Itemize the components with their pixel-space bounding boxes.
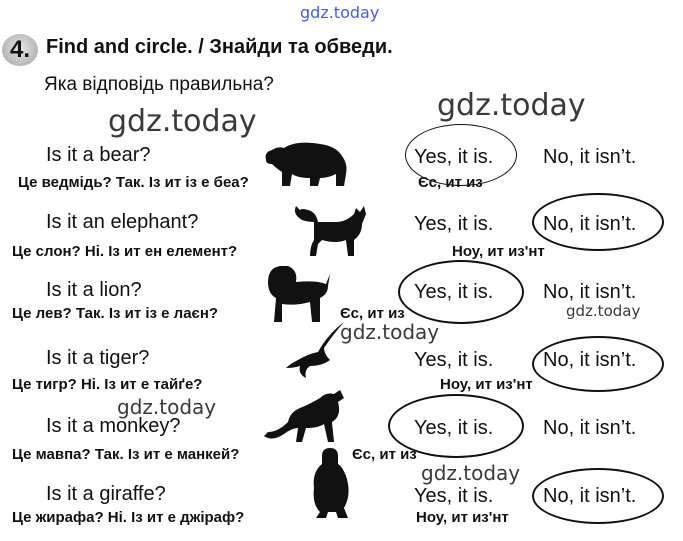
answer-no-5[interactable]: No, it isn’t. [543,417,637,439]
translation-6: Це жирафа? Ні. Із ит е джіраф? [12,509,245,526]
answer-yes-3[interactable]: Yes, it is. [414,281,494,303]
answer-no-1[interactable]: No, it isn’t. [543,146,637,168]
answer-yes-4[interactable]: Yes, it is. [414,349,494,371]
pronunciation-3: Єс, ит из [340,305,405,322]
translation-3: Це лев? Так. Із ит із е лаєн? [12,305,219,322]
question-2: Is it an elephant? [46,211,199,233]
answer-yes-1[interactable]: Yes, it is. [414,146,494,168]
meerkat-icon [304,446,356,520]
question-3: Is it a lion? [46,279,142,301]
answer-yes-5[interactable]: Yes, it is. [414,417,494,439]
watermark: gdz.today [421,461,521,485]
bear-icon [262,138,350,188]
answer-no-6[interactable]: No, it isn’t. [543,485,637,507]
bird-icon [284,320,346,380]
answer-yes-2[interactable]: Yes, it is. [414,213,494,235]
watermark: gdz.today [340,320,440,344]
translation-5: Це мавпа? Так. Із ит е манкей? [12,446,240,463]
answer-no-3[interactable]: No, it isn’t. [543,281,637,303]
answer-circle-1 [405,124,517,186]
answer-no-4[interactable]: No, it isn’t. [543,349,637,371]
answer-circle-6 [532,468,664,524]
question-6: Is it a giraffe? [46,483,166,505]
answer-circle-5 [388,394,524,458]
question-4: Is it a tiger? [46,347,150,369]
pronunciation-5: Єс, ит из [352,446,417,463]
pronunciation-4: Ноу, ит из'нт [440,376,533,393]
exercise-subtitle: Яка відповідь правильна? [44,74,274,95]
exercise-title: Find and circle. / Знайди та обведи. [46,36,393,58]
watermark: gdz.today [117,395,217,419]
pronunciation-2: Ноу, ит из'нт [452,243,545,260]
translation-1: Це ведмідь? Так. Із ит із е беа? [18,174,249,191]
answer-circle-3 [398,260,524,324]
watermark-top: gdz.today [300,3,380,22]
question-5: Is it a monkey? [46,415,181,437]
answer-yes-6[interactable]: Yes, it is. [414,485,494,507]
pronunciation-6: Ноу, ит из'нт [416,509,509,526]
answer-circle-4 [532,336,664,392]
answer-no-2[interactable]: No, it isn’t. [543,213,637,235]
monkey-icon [262,388,346,444]
answer-circle-2 [532,193,664,251]
translation-4: Це тигр? Ні. Із ит е тайґе? [12,376,203,393]
exercise-number: 4. [2,34,38,66]
pronunciation-1: Єс, ит из [418,174,483,191]
cat-icon [292,200,372,258]
watermark: gdz.today [566,302,641,320]
question-1: Is it a bear? [46,144,151,166]
watermark: gdz.today [108,104,257,139]
translation-2: Це слон? Ні. Із ит ен елемент? [12,243,238,260]
lion-icon [266,264,332,324]
watermark: gdz.today [437,88,586,123]
